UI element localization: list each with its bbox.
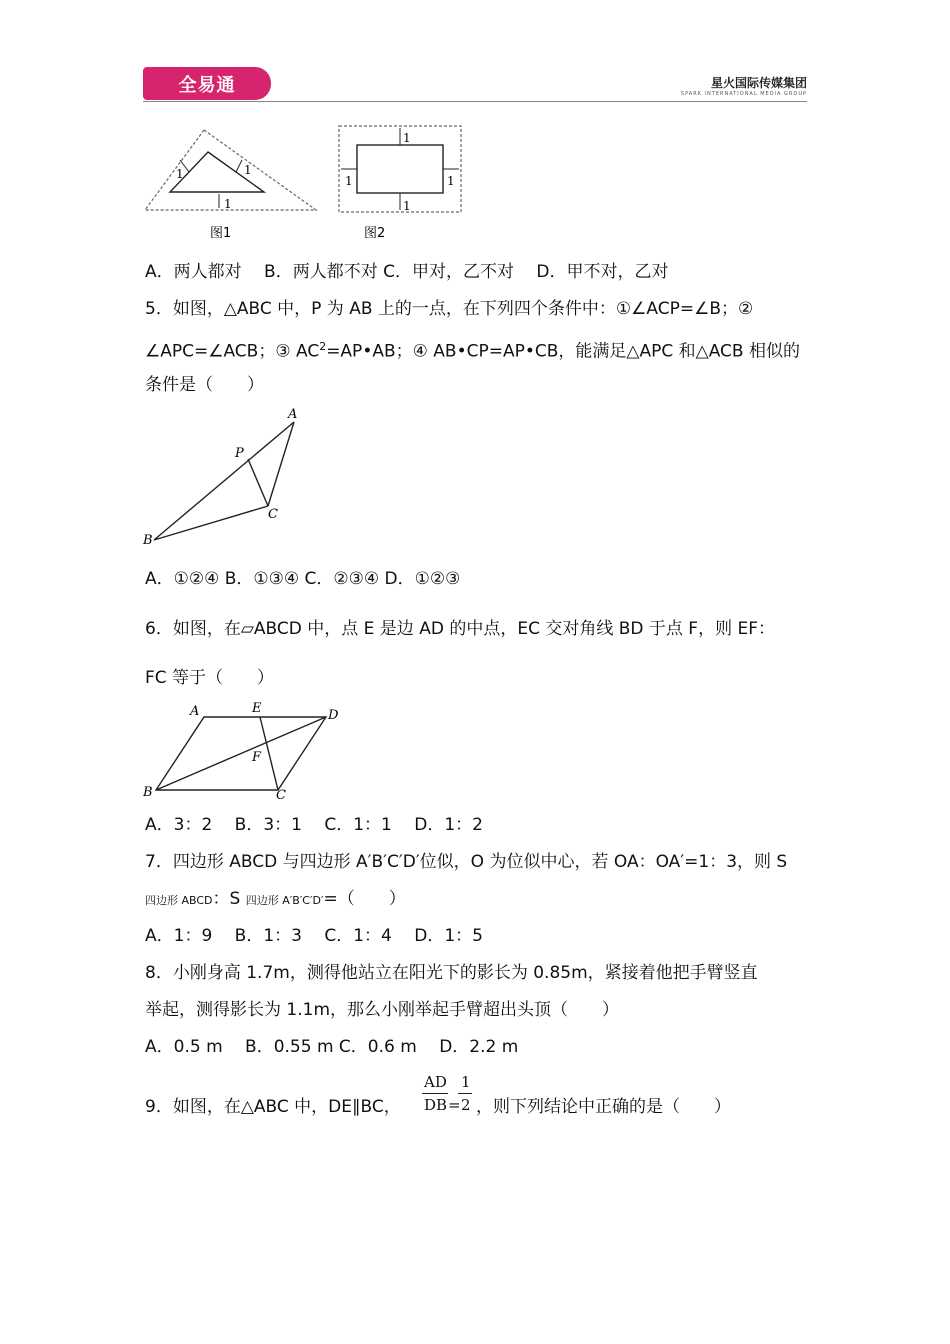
q9-frac-right-bar: [458, 1093, 472, 1094]
q6-line1: 6．如图，在▱ABCD 中，点 E 是边 AD 的中点，EC 交对角线 BD 于点 F，则 EF：: [145, 619, 776, 639]
q4-options: A．两人都对 B．两人都不对 C．甲对，乙不对 D．甲不对，乙对: [145, 262, 669, 282]
q5-label-b: B: [143, 533, 153, 548]
q6-label-c: C: [276, 788, 286, 803]
header-rule: [143, 101, 807, 102]
q8-line1: 8．小刚身高 1.7m，测得他站立在阳光下的影长为 0.85m，紧接着他把手臂竖直: [145, 963, 758, 983]
q5-label-p: P: [235, 446, 244, 461]
q7-sub-abcd: 四边形 ABCD: [145, 894, 213, 907]
q6-label-f: F: [252, 750, 262, 765]
q5-line2-sup: 2: [319, 340, 327, 353]
q6-line2: FC 等于（ ）: [145, 668, 275, 688]
fig1-label-left: 1: [176, 167, 184, 181]
fig2-caption: 图2: [364, 226, 386, 241]
fig1-label-right: 1: [244, 163, 252, 177]
brand: [681, 74, 807, 97]
fig1-arrow-right: [236, 160, 242, 172]
q7-line1: 7．四边形 ABCD 与四边形 A′B′C′D′位似，O 为位似中心，若 OA：OA′=1：3，则 S: [145, 852, 788, 872]
fig2-label-right: 1: [447, 174, 455, 188]
q9-frac-left-bar: [422, 1093, 448, 1094]
q6-figure: [140, 698, 350, 804]
q5-options: A．①②④ B．①③④ C．②③④ D．①②③: [145, 569, 461, 589]
logo: 全易通: [143, 67, 271, 100]
brand-en: SPARK INTERNATIONAL MEDIA GROUP: [680, 91, 807, 97]
q5-side-ba: [154, 422, 294, 540]
q5-line2: [145, 336, 800, 363]
q5-line3: 条件是（ ）: [145, 375, 264, 395]
fig1-caption: 图1: [210, 226, 232, 241]
q5-segment-pc: [248, 459, 268, 506]
figures-top: [140, 118, 470, 246]
q5-side-ac: [268, 422, 294, 506]
fig2-label-top: 1: [403, 131, 411, 145]
q6-label-b: B: [143, 785, 153, 800]
fig1-label-bottom: 1: [224, 197, 232, 211]
q7-end: =（ ）: [323, 889, 406, 909]
q6-options: A．3：2 B．3：1 C．1：1 D．1：2: [145, 815, 483, 835]
q6-label-e: E: [252, 701, 262, 716]
q5-line2-b: =AP•AB；④ AB•CP=AP•CB，能满足△APC 和△ACB 相似的: [326, 341, 800, 362]
fig2-label-bottom: 1: [403, 199, 411, 213]
q7-line2: [145, 888, 406, 912]
q6-label-a: A: [190, 704, 200, 719]
q9-frac-left-den: DB: [424, 1096, 448, 1114]
q6-segment-ec: [260, 717, 278, 790]
q5-side-bc: [154, 506, 268, 540]
q5-line2-a: ∠APC=∠ACB；③ AC: [145, 341, 320, 362]
q9-equals: =: [448, 1096, 461, 1114]
q5-figure: [140, 402, 310, 550]
q7-mid: ：S: [212, 889, 246, 909]
fig2-label-left: 1: [345, 174, 353, 188]
q9-frac-left-num: AD: [424, 1073, 447, 1091]
q8-options: A．0.5 m B．0.55 m C．0.6 m D．2.2 m: [145, 1037, 519, 1057]
q5-line1: 5．如图，△ABC 中，P 为 AB 上的一点，在下列四个条件中：①∠ACP=∠B；②: [145, 299, 754, 319]
q5-label-a: A: [288, 407, 298, 422]
q7-sub-prime: 四边形 A′B′C′D′: [245, 894, 324, 907]
brand-cn: 星火国际传媒集团: [710, 76, 807, 90]
q9-frac-right-num: 1: [461, 1073, 471, 1091]
q7-options: A．1：9 B．1：3 C．1：4 D．1：5: [145, 926, 483, 946]
q6-label-d: D: [328, 708, 339, 723]
fig2-inner-rect: [357, 145, 443, 193]
q5-label-c: C: [268, 507, 278, 522]
q6-diagonal-bd: [156, 717, 326, 790]
q9-frac-right-den: 2: [461, 1096, 471, 1114]
q9-suffix: ，则下列结论中正确的是（ ）: [476, 1097, 731, 1117]
q9-prefix: 9．如图，在△ABC 中，DE∥BC，: [145, 1097, 401, 1117]
q8-line2: 举起，测得影长为 1.1m，那么小刚举起手臂超出头顶（ ）: [145, 1000, 619, 1020]
